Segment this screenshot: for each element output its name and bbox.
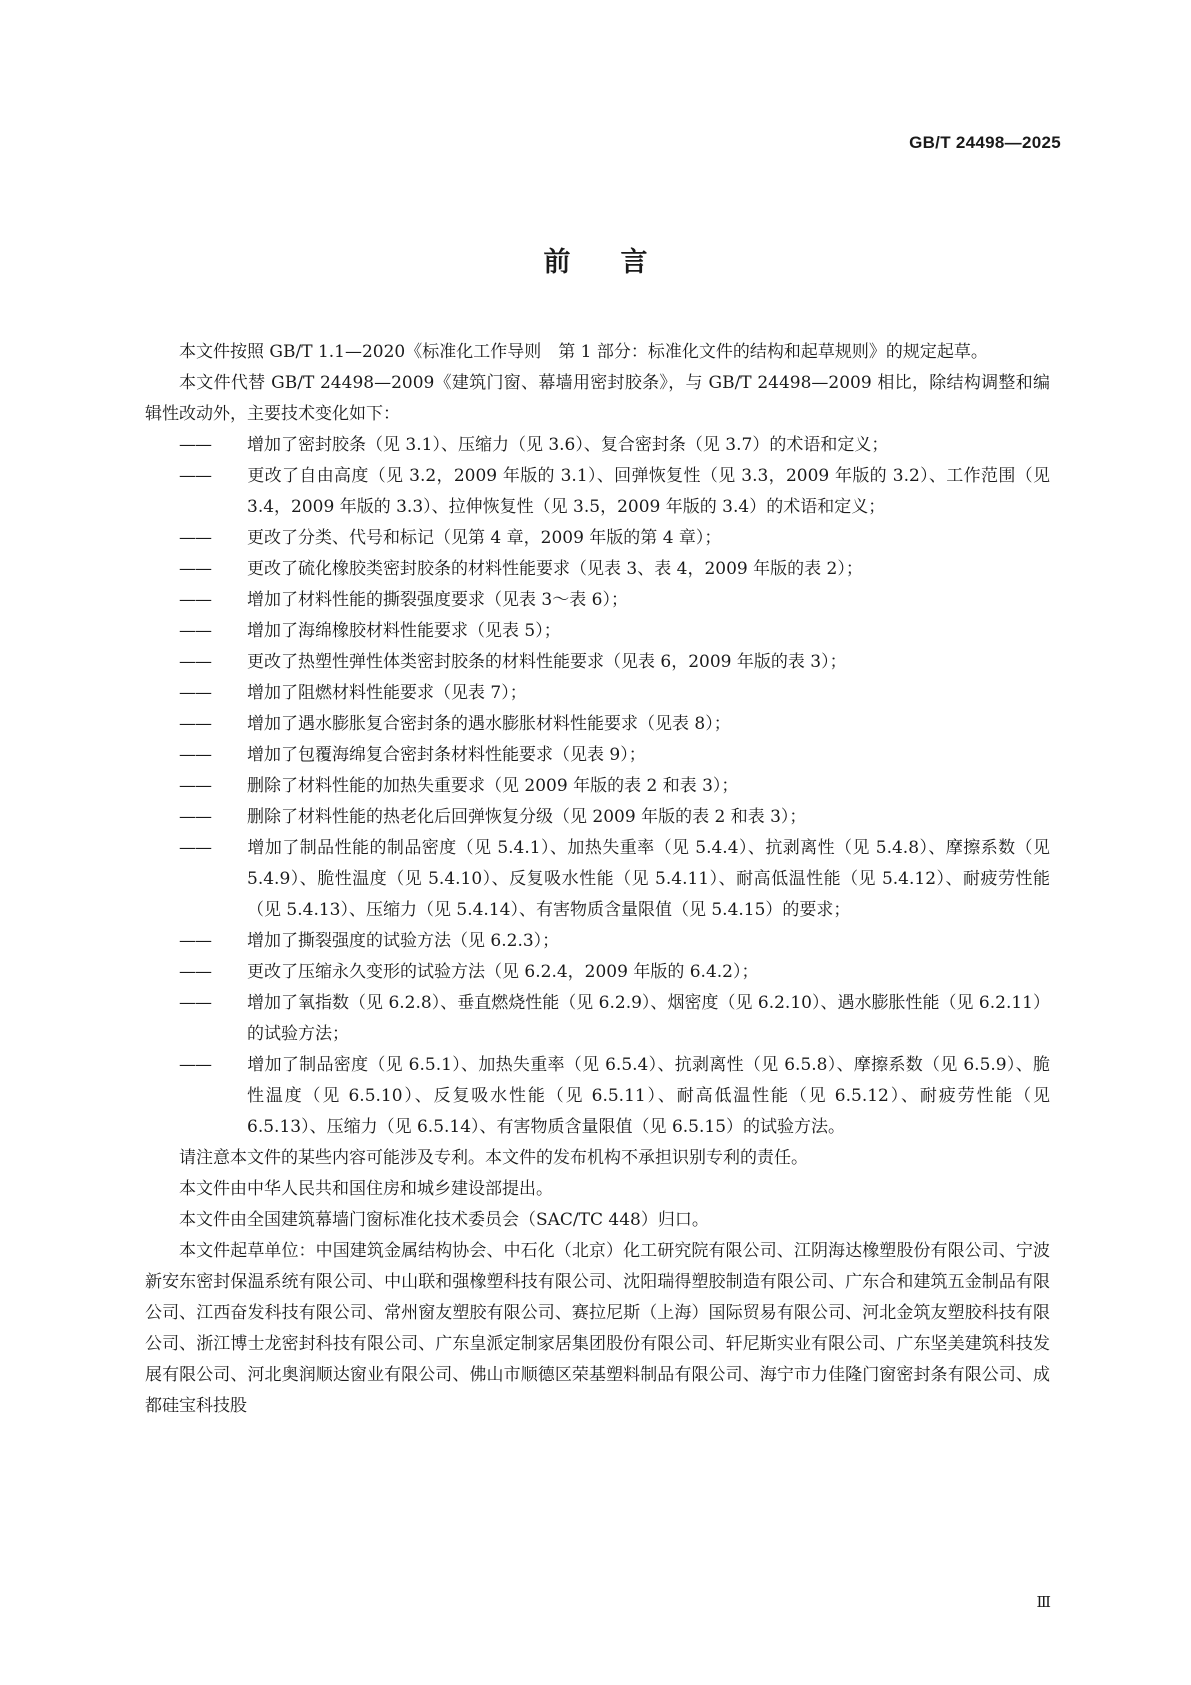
dash-marker: —— (179, 1055, 211, 1075)
dash-marker: —— (179, 962, 211, 982)
list-item: —— 增加了阻燃材料性能要求（见表 7）； (179, 678, 1050, 709)
paragraph-replacement: 本文件代替 GB/T 24498—2009《建筑门窗、幕墙用密封胶条》，与 GB/T 24498—2009 相比，除结构调整和编辑性改动外，主要技术变化如下： (145, 373, 1050, 424)
list-item: —— 增加了制品性能的制品密度（见 5.4.1）、加热失重率（见 5.4.4）、抗剥离性（见 5.4.8）、摩擦系数（见 5.4.9）、脆性温度（见 5.4.10）、反复吸水性能（见 5.4.11）、耐高低温性能（见 5.4.12）、耐疲劳性能（见 5.4.13）、压缩力（见 5.4.14）、有害物质含量限值（见 5.4.15）的要求； (179, 833, 1050, 926)
paragraph-drafting-units: 本文件起草单位：中国建筑金属结构协会、中石化（北京）化工研究院有限公司、江阴海达橡塑股份有限公司、宁波新安东密封保温系统有限公司、中山联和强橡塑科技有限公司、沈阳瑞得塑胶制造有限公司、广东合和建筑五金制品有限公司、江西奋发科技有限公司、常州窗友塑胶有限公司、赛拉尼斯（上海）国际贸易有限公司、河北金筑友塑胶科技有限公司、浙江博士龙密封科技有限公司、广东皇派定制家居集团股份有限公司、轩尼斯实业有限公司、广东坚美建筑科技发展有限公司、河北奥润顺达窗业有限公司、佛山市顺德区荣基塑料制品有限公司、海宁市力佳隆门窗密封条有限公司、成都硅宝科技股 (145, 1241, 1050, 1416)
dash-marker: —— (179, 931, 211, 951)
page-number: Ⅲ (1036, 1593, 1051, 1611)
list-item: —— 删除了材料性能的热老化后回弹恢复分级（见 2009 年版的表 2 和表 3）； (179, 802, 1050, 833)
list-item: —— 增加了包覆海绵复合密封条材料性能要求（见表 9）； (179, 740, 1050, 771)
dash-marker: —— (179, 807, 211, 827)
dash-marker: —— (179, 993, 211, 1013)
dash-marker: —— (179, 435, 211, 455)
page-title: 前言 (543, 247, 698, 278)
paragraph-proposed-by: 本文件由中华人民共和国住房和城乡建设部提出。 (179, 1179, 553, 1199)
list-item: —— 更改了热塑性弹性体类密封胶条的材料性能要求（见表 6，2009 年版的表 3）； (179, 647, 1050, 678)
standard-code: GB/T 24498—2025 (909, 133, 1061, 152)
list-item: —— 更改了自由高度（见 3.2，2009 年版的 3.1）、回弹恢复性（见 3.3，2009 年版的 3.2）、工作范围（见 3.4，2009 年版的 3.3）、拉伸恢复性（见 3.5，2009 年版的 3.4）的术语和定义； (179, 461, 1050, 523)
paragraph-drafting-rules: 本文件按照 GB/T 1.1—2020《标准化工作导则 第 1 部分：标准化文件的结构和起草规则》的规定起草。 (179, 342, 988, 362)
dash-marker: —— (179, 683, 211, 703)
list-item: —— 增加了材料性能的撕裂强度要求（见表 3～表 6）； (179, 585, 1050, 616)
dash-marker: —— (179, 621, 211, 641)
dash-marker: —— (179, 714, 211, 734)
changes-list (145, 430, 1050, 1143)
list-item: —— 更改了硫化橡胶类密封胶条的材料性能要求（见表 3、表 4，2009 年版的表 2）； (179, 554, 1050, 585)
document-body (145, 337, 1050, 1422)
dash-marker: —— (179, 838, 211, 858)
list-item: —— 增加了密封胶条（见 3.1）、压缩力（见 3.6）、复合密封条（见 3.7）的术语和定义； (179, 430, 1050, 461)
list-item: —— 增加了遇水膨胀复合密封条的遇水膨胀材料性能要求（见表 8）； (179, 709, 1050, 740)
dash-marker: —— (179, 466, 211, 486)
dash-marker: —— (179, 745, 211, 765)
dash-marker: —— (179, 652, 211, 672)
list-item: —— 更改了分类、代号和标记（见第 4 章，2009 年版的第 4 章）； (179, 523, 1050, 554)
dash-marker: —— (179, 528, 211, 548)
list-item: —— 删除了材料性能的加热失重要求（见 2009 年版的表 2 和表 3）； (179, 771, 1050, 802)
list-item: —— 更改了压缩永久变形的试验方法（见 6.2.4，2009 年版的 6.4.2）； (179, 957, 1050, 988)
paragraph-under-jurisdiction: 本文件由全国建筑幕墙门窗标准化技术委员会（SAC/TC 448）归口。 (179, 1210, 709, 1230)
list-item: —— 增加了海绵橡胶材料性能要求（见表 5）； (179, 616, 1050, 647)
dash-marker: —— (179, 776, 211, 796)
list-item: —— 增加了撕裂强度的试验方法（见 6.2.3）； (179, 926, 1050, 957)
paragraph-patent-notice: 请注意本文件的某些内容可能涉及专利。本文件的发布机构不承担识别专利的责任。 (179, 1148, 808, 1168)
list-item: —— 增加了氧指数（见 6.2.8）、垂直燃烧性能（见 6.2.9）、烟密度（见 6.2.10）、遇水膨胀性能（见 6.2.11）的试验方法； (179, 988, 1050, 1050)
dash-marker: —— (179, 559, 211, 579)
list-item: —— 增加了制品密度（见 6.5.1）、加热失重率（见 6.5.4）、抗剥离性（见 6.5.8）、摩擦系数（见 6.5.9）、脆性温度（见 6.5.10）、反复吸水性能（见 6.5.11）、耐高低温性能（见 6.5.12）、耐疲劳性能（见 6.5.13）、压缩力（见 6.5.14）、有害物质含量限值（见 6.5.15）的试验方法。 (179, 1050, 1050, 1143)
dash-marker: —— (179, 590, 211, 610)
